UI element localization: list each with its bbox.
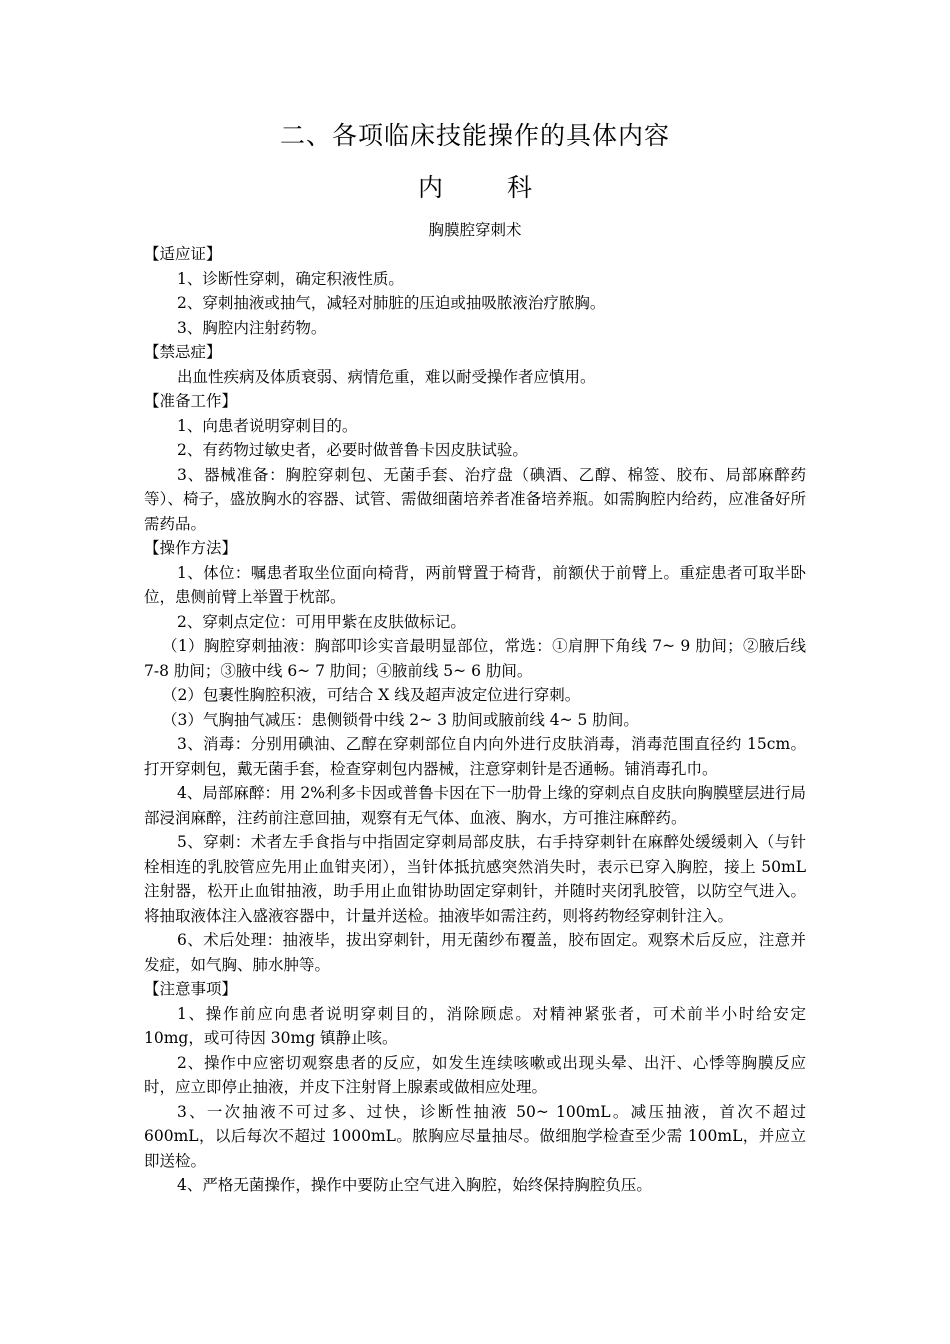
paragraph: 4、局部麻醉：用 2%利多卡因或普鲁卡因在下一肋骨上缘的穿刺点自皮肤向胸膜壁层进行局部浸润麻醉，注药前注意回抽，观察有无气体、血液、胸水，方可推注麻醉药。 (144, 784, 806, 827)
paragraph: 2、穿刺抽液或抽气，减轻对肺脏的压迫或抽吸脓液治疗脓胸。 (177, 294, 606, 312)
paragraph: 1、向患者说明穿刺目的。 (177, 416, 358, 435)
paragraph: （1）胸腔穿刺抽液：胸部叩诊实音最明显部位，常选：①肩胛下角线 7~ 9 肋间；②腋后线 7-8 肋间；③腋中线 6~ 7 肋间；④腋前线 5~ 6 肋间。 (144, 637, 806, 680)
section-heading: 【操作方法】 (144, 539, 238, 557)
page-title: 二、各项临床技能操作的具体内容 (279, 121, 670, 150)
paragraph: 3、一次抽液不可过多、过快，诊断性抽液 50~ 100mL。减压抽液，首次不超过 600mL，以后每次不超过 1000mL。脓胸应尽量抽尽。做细胞学检查至少需 100mL，并应立即送检。 (144, 1102, 806, 1170)
section-heading: 【准备工作】 (144, 392, 238, 410)
paragraph: 2、穿刺点定位：可用甲紫在皮肤做标记。 (177, 612, 466, 631)
section-heading: 【适应证】 (144, 245, 222, 263)
topic-heading: 胸膜腔穿刺术 (428, 221, 522, 239)
paragraph: 3、胸腔内注射药物。 (177, 318, 327, 337)
paragraph: 3、器械准备：胸腔穿刺包、无菌手套、治疗盘（碘酒、乙醇、棉签、胶布、局部麻醉药等）、椅子，盛放胸水的容器、试管、需做细菌培养者准备培养瓶。如需胸腔内给药，应准备好所需药品。 (144, 465, 806, 533)
paragraph: 4、严格无菌操作，操作中要防止空气进入胸腔，始终保持胸腔负压。 (177, 1176, 652, 1194)
paragraph: （3）气胸抽气减压：患侧锁骨中线 2~ 3 肋间或腋前线 4~ 5 肋间。 (162, 710, 639, 729)
paragraph: 1、诊断性穿刺，确定积液性质。 (177, 269, 404, 288)
paragraph: 1、操作前应向患者说明穿刺目的，消除顾虑。对精神紧张者，可术前半小时给安定 10mg，或可待因 30mg 镇静止咳。 (144, 1004, 806, 1047)
paragraph: 5、穿刺：术者左手食指与中指固定穿刺局部皮肤，右手持穿刺针在麻醉处缓缓刺入（与针栓相连的乳胶管应先用止血钳夹闭），当针体抵抗感突然消失时，表示已穿入胸腔，接上 50mL 注射器，松开止血钳抽液，助手用止血钳协助固定穿刺针，并随时夹闭乳胶管，以防空气进入。将抽取液体注入盛液容器中，计量并送检。抽液毕如需注药，则将药物经穿刺针注入。 (144, 833, 806, 925)
paragraph: 2、有药物过敏史者，必要时做普鲁卡因皮肤试验。 (177, 441, 528, 459)
document-body (144, 242, 806, 1198)
paragraph: 2、操作中应密切观察患者的反应，如发生连续咳嗽或出现头晕、出汗、心悸等胸膜反应时，应立即停止抽液，并皮下注射肾上腺素或做相应处理。 (144, 1053, 806, 1096)
section-heading: 【禁忌症】 (144, 343, 222, 361)
section-subtitle: 内 科 (418, 173, 560, 202)
paragraph: 1、体位：嘱患者取坐位面向椅背，两前臂置于椅背，前额伏于前臂上。重症患者可取半卧位，患侧前臂上举置于枕部。 (144, 563, 806, 606)
paragraph: 6、术后处理：抽液毕，拔出穿刺针，用无菌纱布覆盖，胶布固定。观察术后反应，注意并发症，如气胸、肺水肿等。 (144, 931, 806, 974)
paragraph: 出血性疾病及体质衰弱、病情危重，难以耐受操作者应慎用。 (177, 367, 596, 386)
paragraph: （2）包裹性胸腔积液，可结合 X 线及超声波定位进行穿刺。 (162, 686, 581, 704)
paragraph: 3、消毒：分别用碘油、乙醇在穿刺部位自内向外进行皮肤消毒，消毒范围直径约 15cm。打开穿刺包，戴无菌手套，检查穿刺包内器械，注意穿刺针是否通畅。铺消毒孔巾。 (144, 735, 806, 778)
section-heading: 【注意事项】 (144, 980, 238, 998)
